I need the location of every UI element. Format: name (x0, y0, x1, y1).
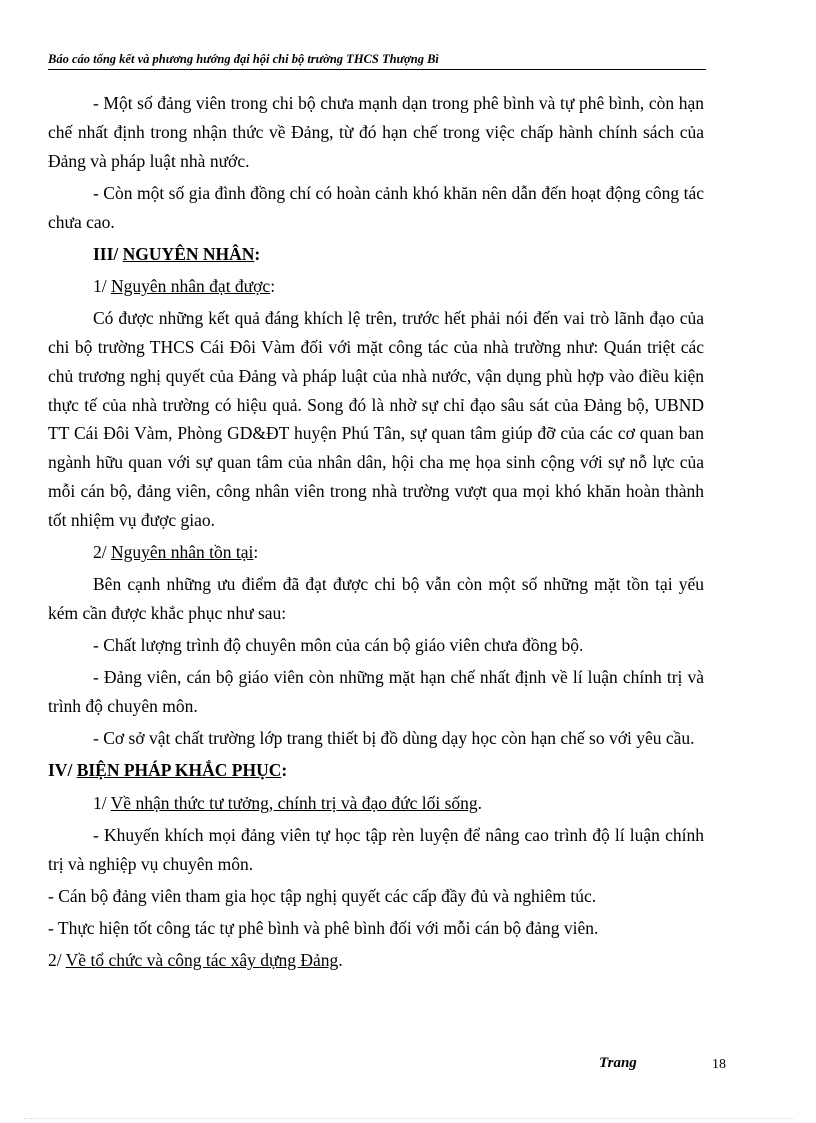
heading-title: BIỆN PHÁP KHẮC PHỤC (76, 760, 282, 781)
subheading-3-2 (48, 538, 704, 567)
heading-suffix: : (254, 243, 261, 264)
section-heading-4 (48, 756, 704, 785)
heading-number: IV/ (48, 760, 77, 781)
paragraph: - Cán bộ đảng viên tham gia học tập nghị quyết các cấp đầy đủ và nghiêm túc. (48, 885, 597, 906)
paragraph: - Còn một số gia đình đồng chí có hoàn cảnh khó khăn nên dẫn đến hoạt động công tác chưa cao. (48, 182, 704, 232)
heading-title: NGUYÊN NHÂN (122, 243, 255, 264)
subheading-3-1 (48, 272, 704, 301)
heading-number: 1/ (93, 275, 111, 296)
subheading-4-2 (48, 946, 704, 975)
heading-number: 2/ (93, 541, 111, 562)
paragraph: - Đảng viên, cán bộ giáo viên còn những mặt hạn chế nhất định về lí luận chính trị và trình độ chuyên môn. (48, 667, 704, 717)
heading-suffix: . (338, 950, 343, 971)
paragraph: - Một số đảng viên trong chi bộ chưa mạnh dạn trong phê bình và tự phê bình, còn hạn chế nhất định trong nhận thức về Đảng, từ đó hạn chế trong việc chấp hành chính sách của Đảng và pháp luật nhà nước. (48, 93, 704, 171)
heading-number: III/ (93, 243, 123, 264)
section-heading-3 (48, 240, 704, 269)
paragraph: - Khuyến khích mọi đảng viên tự học tập rèn luyện để nâng cao trình độ lí luận chính trị và nghiệp vụ chuyên môn. (48, 824, 704, 874)
footer-page-label: Trang (599, 1055, 637, 1071)
heading-suffix: : (253, 541, 259, 562)
heading-suffix: . (477, 792, 483, 813)
heading-suffix: : (281, 760, 288, 781)
heading-number: 1/ (93, 792, 111, 813)
document-body (48, 89, 704, 978)
subheading-4-1 (48, 789, 704, 818)
heading-title: Về tổ chức và công tác xây dựng Đảng (65, 950, 339, 971)
paragraph: - Cơ sở vật chất trường lớp trang thiết bị đồ dùng dạy học còn hạn chế so với yêu cầu. (93, 728, 695, 749)
heading-title: Nguyên nhân đạt được (111, 275, 271, 296)
paragraph: Bên cạnh những ưu điểm đã đạt được chi bộ vẫn còn một số những mặt tồn tại yếu kém cần được khắc phục như sau: (48, 574, 704, 623)
footer-page-number: 18 (712, 1057, 726, 1072)
heading-title: Về nhận thức tư tưởng, chính trị và đạo đức lối sống (110, 792, 478, 813)
heading-title: Nguyên nhân tồn tại (111, 541, 254, 562)
paragraph: - Thực hiện tốt công tác tự phê bình và phê bình đối với mỗi cán bộ đảng viên. (48, 917, 599, 938)
heading-suffix: : (270, 275, 276, 296)
heading-number: 2/ (48, 950, 66, 971)
paragraph: Có được những kết quả đáng khích lệ trên, trước hết phải nói đến vai trò lãnh đạo của chi bộ trường THCS Cái Đôi Vàm đối với mặt công tác của nhà trường như: Quán triệt các chủ trương nghị quyết của Đảng và pháp luật của nhà nước, vận dụng phù hợp vào điều kiện thực tế của nhà trường có hiệu quả. Song đó là nhờ sự chỉ đạo sâu sát của Đảng bộ, UBND TT Cái Đôi Vàm, Phòng GD&ĐT huyện Phú Tân, sự quan tâm giúp đỡ của các cơ quan ban ngành hữu quan với sự quan tâm của nhân dân, hội cha mẹ họa sinh cộng với sự nỗ lực của mỗi cán bộ, đảng viên, công nhân viên trong nhà trường vượt qua mọi khó khăn hoàn thành tốt nhiệm vụ được giao. (48, 308, 704, 530)
page-edge-divider (24, 1118, 794, 1119)
paragraph: - Chất lượng trình độ chuyên môn của cán bộ giáo viên chưa đồng bộ. (93, 635, 584, 656)
page-header: Báo cáo tổng kết và phương hướng đại hội chi bộ trường THCS Thượng Bì (48, 52, 706, 70)
